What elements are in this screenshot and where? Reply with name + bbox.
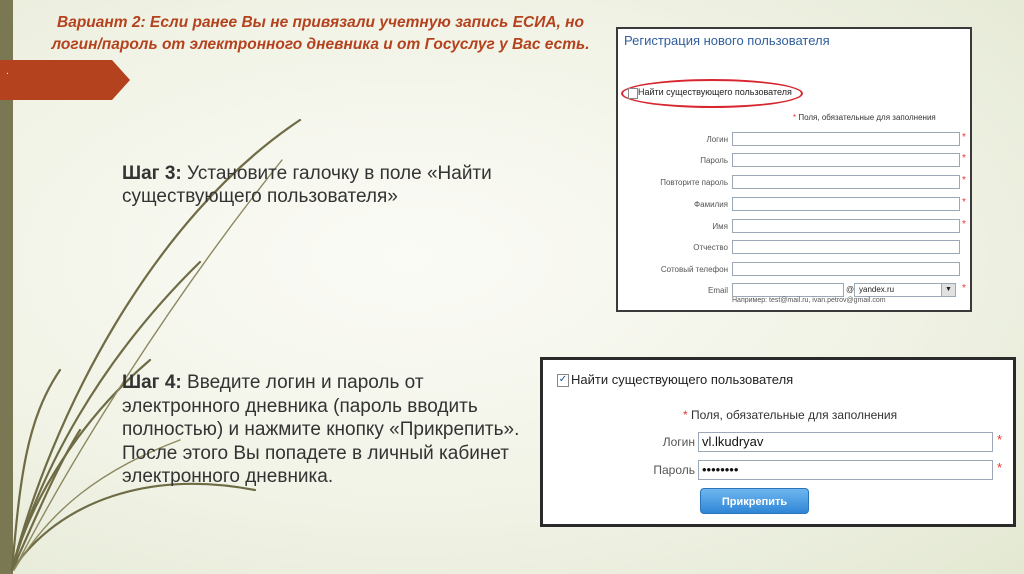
email-domain-select[interactable] [854,283,956,297]
attach-button[interactable]: Прикрепить [700,488,809,514]
required-note-text: Поля, обязательные для заполнения [691,408,898,422]
arrow-tab-decoration [0,60,130,100]
login-input[interactable]: vl.lkudryav [698,432,993,452]
step-3-body: Установите галочку в поле «Найти существующего пользователя» [122,163,492,207]
required-star: * [997,432,1003,447]
field-label: Отчество [693,243,728,252]
field-label: Фамилия [694,200,728,209]
email-input[interactable] [732,283,844,297]
find-user-label: Найти существующего пользователя [638,87,792,97]
step-4-body: Введите логин и пароль от электронного дневника (пароль вводить полностью) и нажмите кнопку «Прикрепить». После этого Вы попадете в личный кабинет электронного дневника. [122,372,520,487]
required-star: * [962,283,966,294]
repeat-password-input[interactable] [732,175,960,189]
name-input[interactable] [732,219,960,233]
required-star: * [962,219,966,230]
login-input[interactable] [732,132,960,146]
password-row [543,460,1013,480]
email-hint: Например: test@mail.ru, ivan.petrov@gmail.com [732,297,886,304]
step-4-label: Шаг 4: [122,372,182,393]
step-3-text [122,162,562,208]
slide-dot: . [6,66,9,77]
required-star: * [962,153,966,164]
required-star: * [683,408,688,422]
password-input[interactable] [732,153,960,167]
field-row-phone [618,262,972,278]
field-label: Email [707,286,728,295]
field-row-patronymic [618,240,972,256]
phone-input[interactable] [732,262,960,276]
find-user-checkbox[interactable] [628,88,638,99]
required-note [683,408,897,422]
password-input[interactable]: •••••••• [698,460,993,480]
field-label: Имя [712,222,728,231]
field-label: Логин [706,135,728,144]
heading-line-1: Вариант 2: Если ранее Вы не привязали учетную запись ЕСИА, но [57,14,584,31]
required-note [793,113,936,122]
step-4-text [122,371,532,489]
slide-heading [28,12,613,56]
required-star: * [962,175,966,186]
password-label: Пароль [653,463,695,477]
registration-form-title: Регистрация нового пользователя [624,33,830,48]
email-at-sign: @ [846,285,855,294]
login-label: Логин [662,435,695,449]
find-user-label: Найти существующего пользователя [571,372,794,387]
find-user-checkbox[interactable]: ✓ [558,374,568,385]
field-row-login [618,132,972,148]
surname-input[interactable] [732,197,960,211]
registration-form-screenshot [616,27,972,312]
field-label: Пароль [700,156,728,165]
step-3-label: Шаг 3: [122,163,182,184]
heading-line-2: логин/пароль от электронного дневника и от Госуслуг у Вас есть. [51,36,590,53]
field-row-password [618,153,972,169]
chevron-down-icon[interactable]: ▼ [941,284,955,296]
field-row-repeat-password [618,175,972,191]
required-star: * [962,197,966,208]
field-label: Повторите пароль [660,178,728,187]
field-label: Сотовый телефон [660,265,728,274]
field-row-name [618,219,972,235]
required-star: * [962,132,966,143]
required-note-text: Поля, обязательные для заполнения [798,113,936,122]
required-star: * [997,460,1003,475]
patronymic-input[interactable] [732,240,960,254]
required-star: * [793,113,797,122]
email-domain-value: yandex.ru [859,285,895,294]
field-row-surname [618,197,972,213]
attach-login-form-screenshot [540,357,1016,527]
login-row [543,432,1013,452]
